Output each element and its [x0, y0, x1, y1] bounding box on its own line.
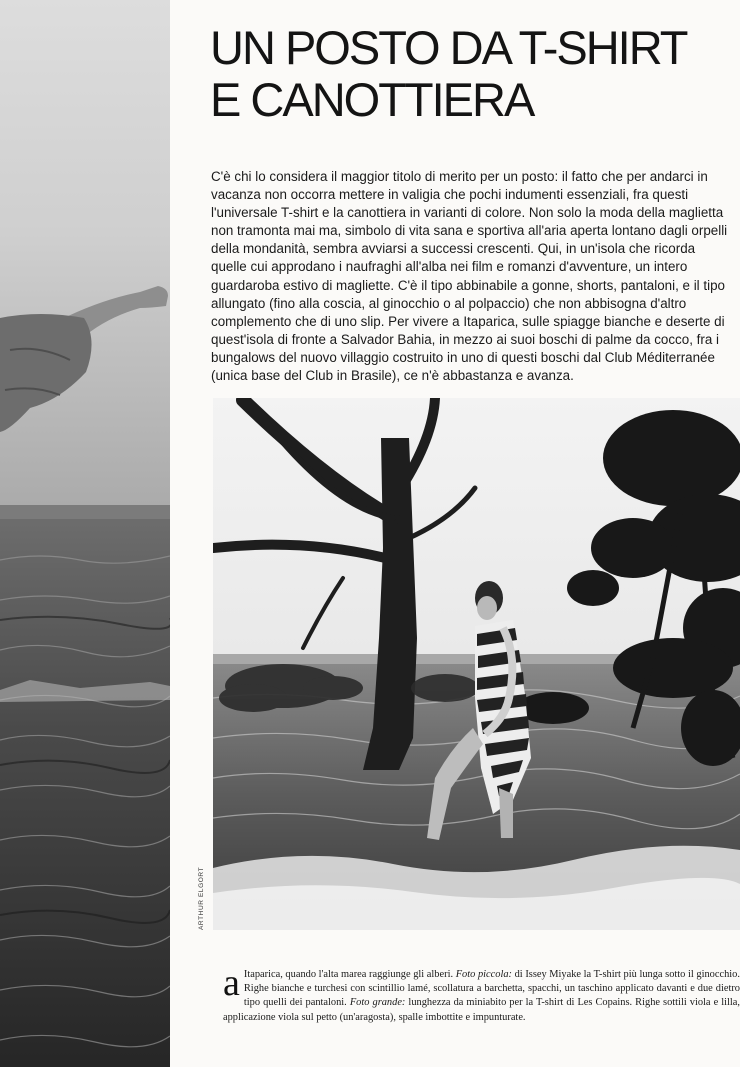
caption-large-photo-text: lunghezza da miniabito per la T-shirt di Les Copains. Righe sottili viola e lilla, applicazione viola sul petto (un'aragosta), spalle imbottite e impunturate.	[223, 997, 740, 1023]
caption-label-small-photo: Foto piccola:	[455, 969, 512, 980]
caption-small-photo-text: di Issey Miyake la T-shirt più lunga sotto il ginocchio. Righe bianche e turchesi con scintillio lamé, scollatura a barchetta, spacchi, un taschino applicato davanti e due dietro tipo quelli dei pantaloni.	[243, 969, 740, 1009]
caption-intro: Itaparica, quando l'alta marea raggiunge gli alberi.	[243, 969, 456, 980]
photo-credit: ARTHUR ELGORT	[198, 866, 205, 930]
headline-line-1: UN POSTO DA T-SHIRT	[210, 21, 687, 74]
caption-dropcap: a	[223, 962, 240, 1004]
caption-label-large-photo: Foto grande:	[349, 997, 406, 1009]
intro-paragraph: C'è chi lo considera il maggior titolo di merito per un posto: il fatto che per andarci in vacanza non occorra mettere in valigia che pochi indumenti essenziali, fra questi l'universale T-shirt e la canottiera in varianti di colore. Non solo la moda della maglietta non tramonta mai ma, simbolo di vita sana e sportiva all'aria aperta lontano dagli orpelli della mondanità, sembra avviarsi a successi crescenti. Qui, in un'isola che ricorda quelle cui approdano i naufraghi all'alba nei film e romanzi d'avventure, un intero guardaroba estivo di magliette. C'è il tipo abbinabile a gonne, shorts, pantaloni, e il tipo allungato (fino alla coscia, al ginocchio o al polpaccio) che non abbisogna d'altro complemento che di uno slip. Per vivere a Itaparica, sulle spiagge bianche e deserte di quest'isola di fronte a Salvador Bahia, in mezzo ai suoi boschi di palme da cocco, fra i bungalows del nuovo villaggio costruito in uno di questi boschi dal Club Méditerranée (unica base del Club in Brasile), ce n'è abbastanza e avanza.	[211, 169, 728, 384]
main-photo	[213, 398, 740, 930]
photo-caption	[223, 962, 740, 1025]
left-partial-photo	[0, 0, 170, 1067]
headline	[210, 22, 740, 126]
headline-line-2: E CANOTTIERA	[210, 73, 534, 126]
